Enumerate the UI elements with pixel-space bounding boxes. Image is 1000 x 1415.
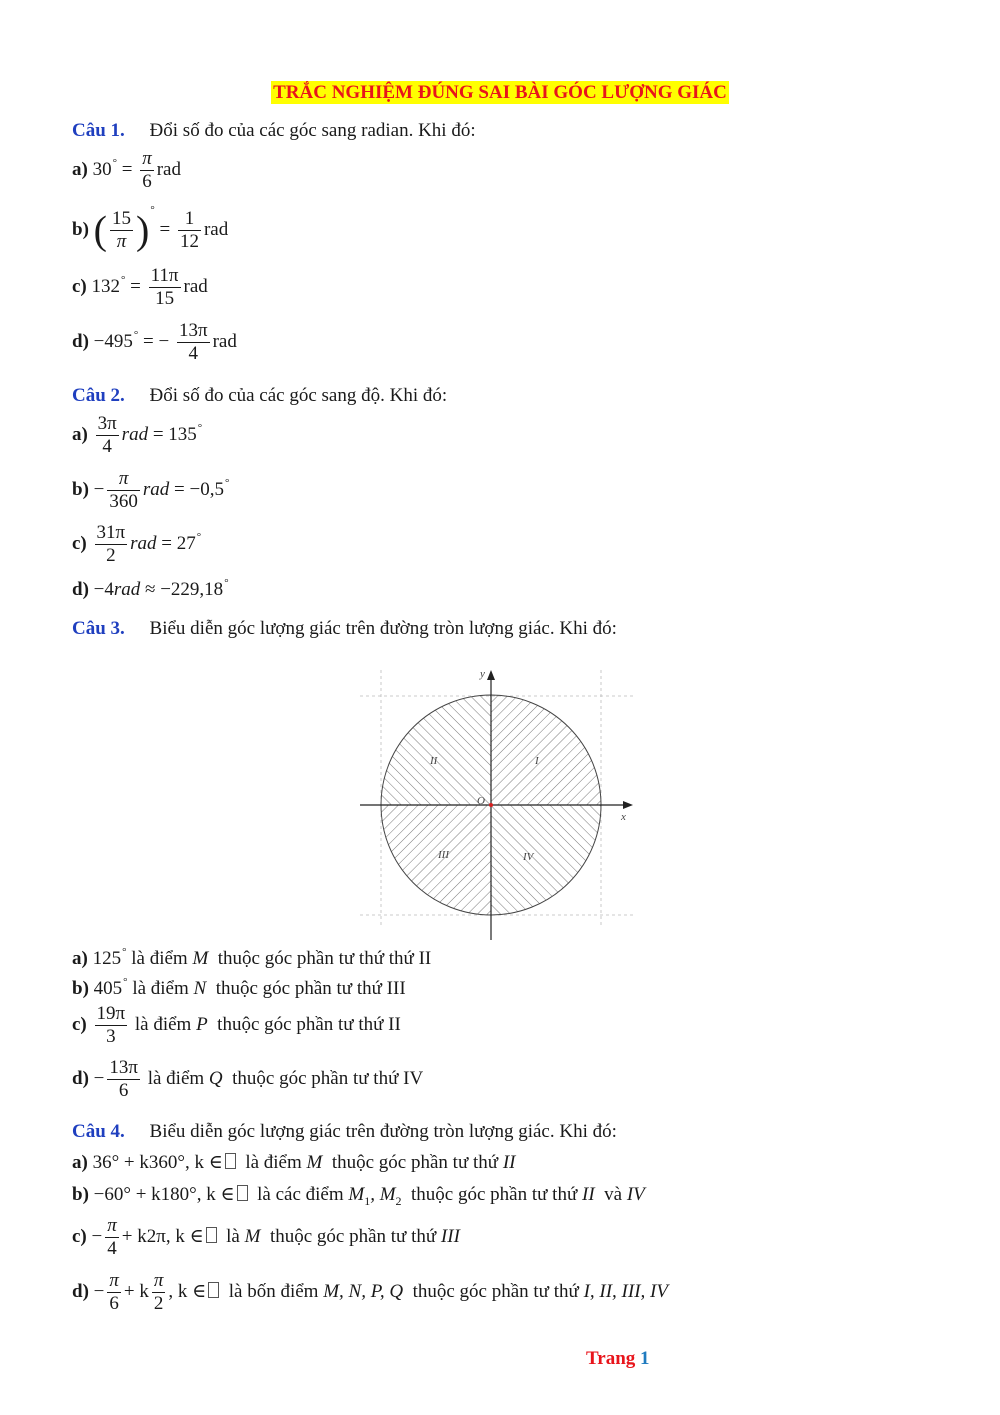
x-axis-arrow (623, 801, 633, 809)
question-1-header: Câu 1. Đổi số đo của các góc sang radian. Khi đó: (72, 120, 476, 141)
q1-option-c: c) 132° = $\frac{11\pi}{15}$ rad (72, 265, 208, 309)
missing-glyph-box (225, 1153, 236, 1169)
fraction: $\frac{31\pi}{2}$ (96, 522, 126, 566)
fraction: $\frac{\pi}{4}$ (107, 1215, 117, 1259)
q3-option-a: a) 125° là điểm M thuộc góc phần tư thứ thứ II (72, 946, 432, 969)
q2-option-b: b) − $\frac{\pi}{360}$ rad = −0,5° (72, 468, 230, 512)
fraction: $\frac{3\pi}{4}$ (97, 413, 117, 457)
fraction: $\frac{13\pi}{4}$ (178, 320, 208, 364)
missing-glyph-box (208, 1282, 219, 1298)
q3-option-b: b) 405° là điểm N thuộc góc phần tư thứ III (72, 976, 406, 999)
q1-option-d: d) −495° = − $\frac{13\pi}{4}$ rad (72, 320, 237, 364)
unit-circle-figure (355, 660, 640, 945)
origin-label: O (477, 795, 485, 807)
q2-option-a: a) $\frac{3\pi}{4}$ rad = 135° (72, 413, 203, 457)
origin-point (489, 803, 493, 807)
missing-glyph-box (206, 1227, 217, 1243)
missing-glyph-box (237, 1185, 248, 1201)
q4-option-b: b) −60° + k180°, k ∈ là các điểm $M_1$, $M_2$ thuộc góc phần tư thứ II và IV (72, 1184, 645, 1208)
quadrant-4-label: IV (523, 851, 534, 863)
fraction: $\frac{\pi}{2}$ (153, 1270, 164, 1314)
fraction: $\frac{19\pi}{3}$ (96, 1003, 126, 1047)
q3-option-c: c) $\frac{19\pi}{3}$ là điểm P thuộc góc phần tư thứ II (72, 1003, 401, 1047)
q2-option-c: c) $\frac{31\pi}{2}$ rad = 27° (72, 522, 202, 566)
fraction: $\frac{11\pi}{15}$ (150, 265, 179, 309)
question-4-header: Câu 4. Biểu diễn góc lượng giác trên đường tròn lượng giác. Khi đó: (72, 1121, 617, 1142)
y-axis-arrow (487, 670, 495, 680)
fraction: $\frac{\pi}{360}$ (109, 468, 138, 512)
q4-option-d: d) − $\frac{\pi}{6}$ + k $\frac{\pi}{2}$ , k ∈ là bốn điểm M, N, P, Q thuộc góc phần tư thứ I, II, III, IV (72, 1270, 668, 1314)
y-axis-label: y (480, 668, 485, 680)
fraction: $\frac{\pi}{6}$ (109, 1270, 119, 1314)
quadrant-1-label: I (535, 755, 539, 767)
q2-option-d: d) −4rad ≈ −229,18° (72, 577, 229, 600)
fraction: $\frac{13\pi}{6}$ (109, 1057, 138, 1101)
q1-option-a: a) 30° = $\frac{\pi}{6}$ rad (72, 148, 181, 192)
fraction: $\frac{15}{\pi}$ (111, 208, 131, 253)
fraction: $\frac{\pi}{6}$ (142, 148, 152, 192)
x-axis-label: x (621, 811, 626, 823)
fraction: $\frac{1}{12}$ (179, 208, 199, 253)
quadrant-3-label: III (438, 849, 449, 861)
page-number: Trang 1 (586, 1348, 650, 1369)
page-title: TRẮC NGHIỆM ĐÚNG SAI BÀI GÓC LƯỢNG GIÁC (273, 82, 727, 103)
q3-option-d: d) − $\frac{13\pi}{6}$ là điểm Q thuộc góc phần tư thứ IV (72, 1057, 424, 1101)
quadrant-2-label: II (430, 755, 438, 767)
q1-option-b: b) ( $\frac{15}{\pi}$ )° = $\frac{1}{12}$ rad (72, 204, 229, 253)
question-3-header: Câu 3. Biểu diễn góc lượng giác trên đường tròn lượng giác. Khi đó: (72, 618, 617, 639)
q4-option-a: a) 36° + k360°, k ∈ là điểm M thuộc góc phần tư thứ II (72, 1152, 516, 1173)
q4-option-c: c) − $\frac{\pi}{4}$ + k2π, k ∈ là M thuộc góc phần tư thứ III (72, 1215, 460, 1259)
question-2-header: Câu 2. Đổi số đo của các góc sang độ. Khi đó: (72, 385, 448, 406)
